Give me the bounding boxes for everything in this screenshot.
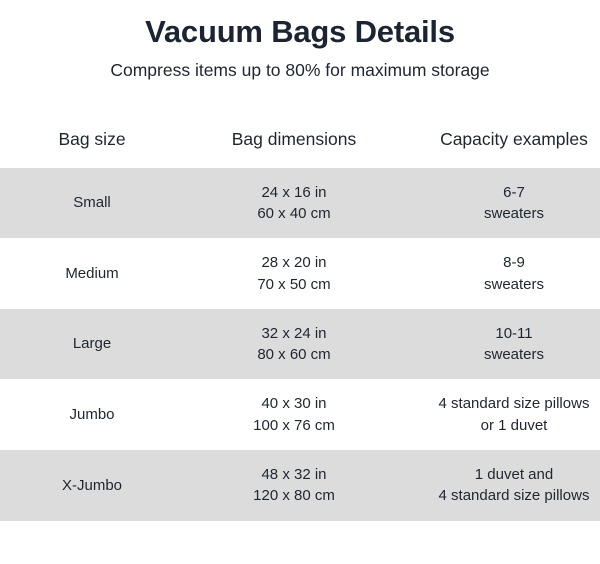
table-row: [0, 450, 600, 521]
cell-capacity: [404, 379, 600, 450]
capacity-item: 4 standard size pillows: [438, 487, 590, 505]
dimension-inches: 48 x 32 in: [261, 466, 327, 484]
capacity-amount: 6-7: [503, 183, 525, 201]
header: [0, 0, 600, 81]
column-header-bag-dimensions: Bag dimensions: [184, 115, 404, 168]
capacity-amount: 8-9: [503, 254, 525, 272]
cell-bag-dimensions: [184, 238, 404, 309]
table-header-row: [0, 115, 600, 168]
table-row: [0, 238, 600, 309]
cell-capacity: [404, 168, 600, 239]
table-row: [0, 168, 600, 239]
dimension-inches: 32 x 24 in: [261, 324, 327, 342]
capacity-amount: 10-11: [495, 324, 533, 342]
column-header-capacity-examples: Capacity examples: [404, 115, 600, 168]
cell-bag-size: X-Jumbo: [0, 450, 184, 521]
cell-bag-size: Medium: [0, 238, 184, 309]
cell-capacity: [404, 309, 600, 380]
dimension-cm: 80 x 60 cm: [257, 346, 331, 364]
cell-capacity: [404, 238, 600, 309]
page-subtitle: Compress items up to 80% for maximum storage: [110, 59, 490, 80]
dimension-inches: 28 x 20 in: [261, 254, 327, 272]
dimension-cm: 70 x 50 cm: [257, 275, 331, 293]
capacity-item: sweaters: [483, 275, 545, 293]
page-title: Vacuum Bags Details: [145, 14, 455, 49]
bag-specs-table: [0, 115, 600, 521]
cell-bag-size: Jumbo: [0, 379, 184, 450]
cell-bag-dimensions: [184, 450, 404, 521]
capacity-item: sweaters: [483, 346, 545, 364]
cell-bag-size: Large: [0, 309, 184, 380]
cell-bag-dimensions: [184, 379, 404, 450]
capacity-item: or 1 duvet: [480, 416, 548, 434]
capacity-amount: 4 standard size pillows: [438, 395, 590, 413]
dimension-cm: 100 x 76 cm: [253, 416, 335, 434]
column-header-bag-size: Bag size: [0, 115, 184, 168]
cell-bag-dimensions: [184, 168, 404, 239]
cell-capacity: [404, 450, 600, 521]
dimension-cm: 120 x 80 cm: [253, 487, 335, 505]
table-body: [0, 168, 600, 521]
dimension-inches: 40 x 30 in: [261, 395, 327, 413]
cell-bag-size: Small: [0, 168, 184, 239]
capacity-item: sweaters: [483, 204, 545, 222]
dimension-cm: 60 x 40 cm: [257, 204, 331, 222]
cell-bag-dimensions: [184, 309, 404, 380]
table-header: [0, 115, 600, 168]
table-row: [0, 379, 600, 450]
dimension-inches: 24 x 16 in: [261, 183, 327, 201]
capacity-amount: 1 duvet and: [474, 466, 554, 484]
table-row: [0, 309, 600, 380]
